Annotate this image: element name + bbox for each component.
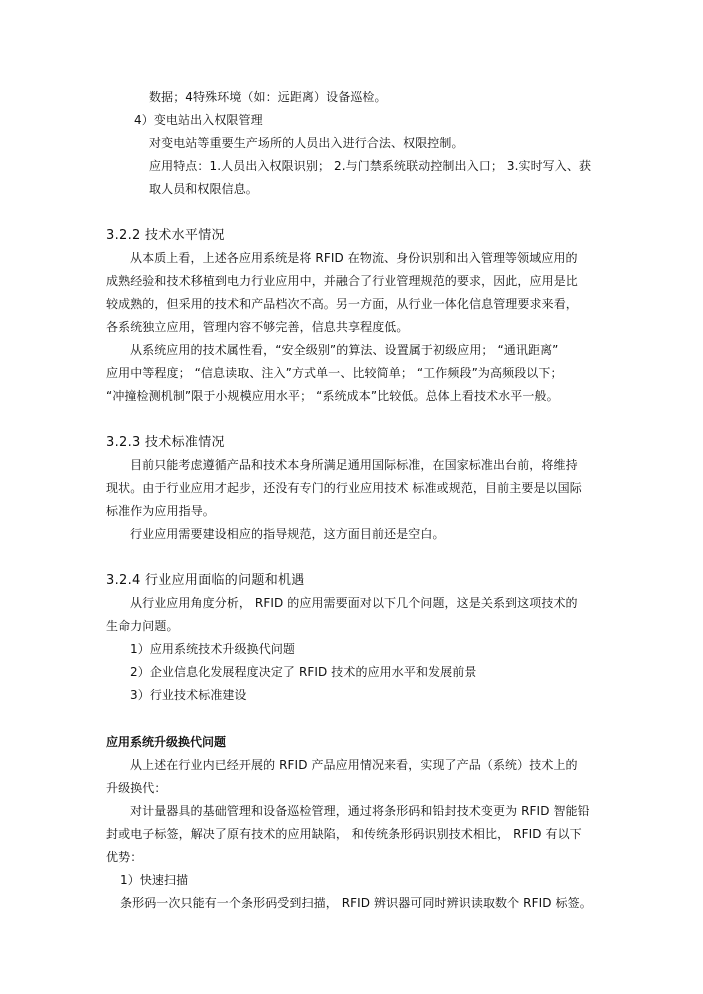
- paragraph-line: “冲撞检测机制”限于小规模应用水平； “系统成本”比较低。总体上看技术水平一般。: [106, 389, 559, 403]
- paragraph-line: 封或电子标签，解决了原有技术的应用缺陷， 和传统条形码识别技术相比， RFID 有以下: [106, 827, 582, 841]
- section-heading: 3.2.3 技术标准情况: [106, 435, 225, 450]
- paragraph-line: 目前只能考虑遵循产品和技术本身所满足通用国际标准，在国家标准出台前，将维持: [130, 458, 578, 472]
- list-item: 2）企业信息化发展程度决定了 RFID 技术的应用水平和发展前景: [130, 665, 477, 679]
- paragraph-line: 优势：: [106, 850, 143, 864]
- list-item: 1）快速扫描: [120, 873, 189, 887]
- paragraph-line: 应用中等程度； “信息读取、注入”方式单一、比较简单； “工作频段”为高频段以下；: [106, 366, 563, 380]
- section-heading: 3.2.4 行业应用面临的问题和机遇: [106, 573, 305, 588]
- list-item: 1）应用系统技术升级换代问题: [130, 642, 296, 656]
- paragraph-line: 取人员和权限信息。: [149, 182, 258, 196]
- paragraph-line: 各系统独立应用，管理内容不够完善，信息共享程度低。: [106, 320, 409, 334]
- paragraph-line: 从行业应用角度分析， RFID 的应用需要面对以下几个问题，这是关系到这项技术的: [130, 596, 578, 610]
- paragraph-line: 标准作为应用指导。: [106, 504, 215, 518]
- paragraph-line: 升级换代：: [106, 781, 167, 795]
- paragraph-line: 从系统应用的技术属性看，“安全级别”的算法、设置属于初级应用； “通讯距离”: [130, 343, 559, 357]
- paragraph-line: 数据；4特殊环境（如：远距离）设备巡检。: [149, 90, 387, 104]
- list-item: 3）行业技术标准建设: [130, 688, 247, 702]
- paragraph-line: 应用特点：1.人员出入权限识别； 2.与门禁系统联动控制出入口； 3.实时写入、获: [149, 159, 592, 173]
- section-heading: 3.2.2 技术水平情况: [106, 228, 225, 243]
- list-item: 4）变电站出入权限管理: [134, 113, 263, 127]
- paragraph-line: 从本质上看，上述各应用系统是将 RFID 在物流、身份识别和出入管理等领域应用的: [130, 251, 578, 265]
- paragraph-line: 从上述在行业内已经开展的 RFID 产品应用情况来看，实现了产品（系统）技术上的: [130, 758, 578, 772]
- paragraph-line: 对计量器具的基础管理和设备巡检管理，通过将条形码和铅封技术变更为 RFID 智能铅: [130, 804, 590, 818]
- paragraph-line: 生命力问题。: [106, 619, 179, 633]
- subsection-heading: 应用系统升级换代问题: [106, 735, 227, 749]
- paragraph-line: 成熟经验和技术移植到电力行业应用中，并融合了行业管理规范的要求，因此，应用是比: [106, 274, 578, 288]
- paragraph-line: 行业应用需要建设相应的指导规范，这方面目前还是空白。: [130, 527, 445, 541]
- paragraph-line: 较成熟的，但采用的技术和产品档次不高。另一方面，从行业一体化信息管理要求来看，: [106, 297, 578, 311]
- paragraph-line: 条形码一次只能有一个条形码受到扫描， RFID 辨识器可同时辨识读取数个 RFID 标签。: [120, 896, 592, 910]
- paragraph-line: 现状。由于行业应用才起步，还没有专门的行业应用技术 标准或规范，目前主要是以国际: [106, 481, 582, 495]
- paragraph-line: 对变电站等重要生产场所的人员出入进行合法、权限控制。: [149, 136, 464, 150]
